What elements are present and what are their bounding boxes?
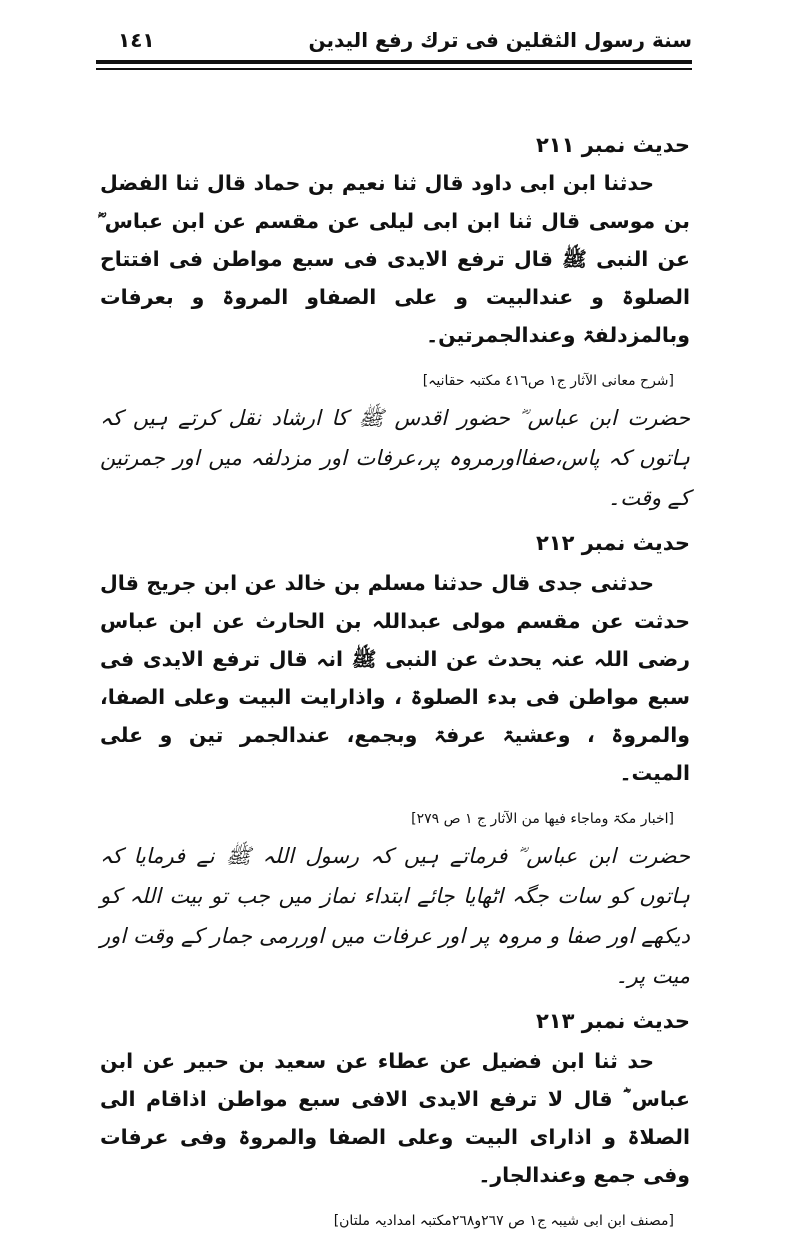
hadith-heading: حدیث نمبر ۲۱۱ (535, 133, 690, 157)
page-header (96, 20, 692, 62)
hadith-heading: حدیث نمبر ۲۱۳ (535, 1009, 690, 1033)
urdu-translation: حضرت ابن عباس ؓ حضور اقدس ﷺ کا ارشاد نقل کرتے ہیں کہ ہاتوں کہ پاس،صفااورمروہ پر،عرفات اور مزدلفہ میں اور جمرتین کے وقت۔ (100, 406, 690, 510)
hadith-block (100, 126, 690, 518)
source-citation: [مصنف ابن ابی شیبہ ج١ ص ٢٦٧و٢٦٨مکتبہ امدادیہ ملتان] (333, 1213, 674, 1229)
arabic-text: حدثنا ابن ابی داود قال ثنا نعیم بن حماد قال ثنا الفضل بن موسی قال ثنا ابن ابی لیلی عن مقسم عن ابن عباس ؓ عن النبی ﷺ قال ترفع الایدی فی سبع مواطن فی افتتاح الصلوۃ و عندالبیت و علی الصفاو المروۃ و بعرفات وبالمزدلفۃ وعندالجمرتین۔ (100, 171, 690, 347)
hadith-block (100, 524, 690, 996)
urdu-translation: حضرت ابن عباس ؓ فرماتے ہیں کہ رسول اللہ ﷺ نے فرمایا کہ ہاتوں کو سات جگہ اٹھایا جائے ابتداء نماز میں جب تو بیت اللہ کو دیکھے اور صفا و مروہ پر اور عرفات میں اوررمی جمار کے وقت اور میت پر۔ (100, 844, 690, 988)
hadith-block (100, 1002, 690, 1234)
running-title: سنة رسول الثقلين فى ترك رفع اليدين (308, 28, 692, 52)
page-number: ١٤١ (118, 28, 155, 52)
header-rule-thick (96, 60, 692, 64)
header-rule-thin (96, 68, 692, 70)
source-citation: [شرح معانی الآثار ج١ ص٤١٦ مکتبہ حقانیہ] (422, 373, 674, 389)
arabic-text: حدثنی جدی قال حدثنا مسلم بن خالد عن ابن جریج قال حدثت عن مقسم مولی عبداللہ بن الحارث عن ابن عباس رضی اللہ عنہ یحدث عن النبی ﷺ انہ قال ترفع الایدی فی سبع مواطن فی بدء الصلوۃ ، واذارایت البیت وعلی الصفا، والمروۃ ، وعشیۃ عرفۃ وبجمع، عندالجمر تین و علی المیت۔ (100, 571, 690, 785)
source-citation: [اخبار مکۃ وماجاء فیھا من الآثار ج ١ ص ٢٧٩] (411, 811, 674, 827)
arabic-text: حد ثنا ابن فضیل عن عطاء عن سعید بن حبیر عن ابن عباس ؓ قال لا ترفع الایدی الافی سبع مواطن اذاقام الی الصلاۃ و اذارای البیت وعلی الصفا والمروۃ وفی عرفات وفی جمع وعندالجار۔ (100, 1049, 690, 1187)
page-content (100, 126, 690, 1236)
hadith-heading: حدیث نمبر ۲۱۲ (535, 531, 690, 555)
